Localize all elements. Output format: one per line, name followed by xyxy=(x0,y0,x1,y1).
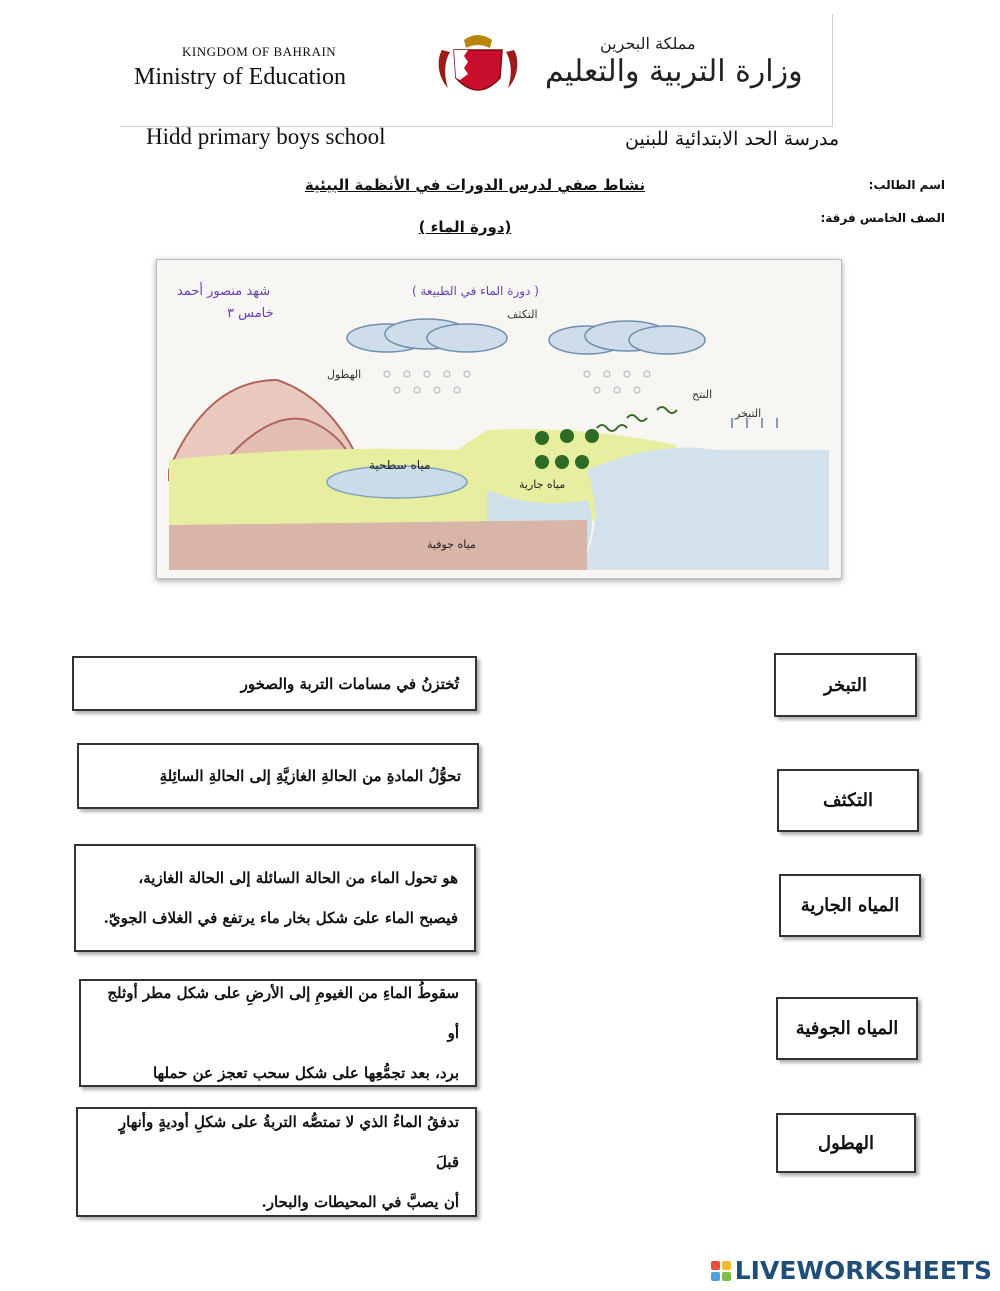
arabic-ministry-label: وزارة التربية والتعليم xyxy=(545,54,803,89)
drawing-class: خامس ٣ xyxy=(227,306,274,321)
label-running-water: مياه جارية xyxy=(519,478,566,491)
label-evaporation: التبخر xyxy=(735,407,762,420)
term-label: التبخر xyxy=(824,674,867,696)
definition-box-1[interactable] xyxy=(72,656,477,711)
definition-box-4[interactable] xyxy=(79,979,477,1087)
label-groundwater: مياه جوفية xyxy=(427,538,476,551)
label-surface-water: مياه سطحية xyxy=(369,458,431,472)
term-label: الهطول xyxy=(818,1132,874,1154)
definition-box-2[interactable] xyxy=(77,743,479,809)
student-name-label: اسم الطالب: xyxy=(868,178,945,192)
definition-text: تحوُّلُ المادةِ من الحالةِ الغازيَّةِ إلى الحالةِ السائِلةِ xyxy=(159,767,461,785)
ministry-label: Ministry of Education xyxy=(134,64,346,90)
term-label: المياه الجوفية xyxy=(795,1018,899,1039)
label-transpiration: النتح xyxy=(692,388,713,401)
water-cycle-drawing xyxy=(156,259,842,579)
term-box-condensation[interactable] xyxy=(777,769,919,832)
liveworksheets-logo[interactable] xyxy=(711,1256,992,1285)
definition-text-line1: سقوطُ الماءِ من الغيومِ إلى الأرضِ على شكل مطر أوثلج أو xyxy=(107,984,459,1042)
page-subtitle: (دورة الماء ) xyxy=(418,218,512,236)
bahrain-emblem-icon xyxy=(434,30,522,106)
school-name-en: Hidd primary boys school xyxy=(146,124,386,149)
kingdom-label: KINGDOM OF BAHRAIN xyxy=(182,44,337,59)
definition-text-line2: برد، بعد تجمُّعِها على شكل سحب تعجز عن حملها xyxy=(152,1064,459,1082)
page-title: نشاط صفي لدرس الدورات في الأنظمة البيئية xyxy=(304,176,646,194)
term-box-evaporation[interactable] xyxy=(774,653,917,717)
label-condensation: التكثف xyxy=(507,308,538,321)
brand-label: LIVEWORKSHEETS xyxy=(734,1256,992,1285)
definition-text: تُختزنُ في مسامات التربة والصخور xyxy=(240,674,459,693)
term-box-precipitation[interactable] xyxy=(776,1113,916,1173)
liveworksheets-logo-icon xyxy=(711,1261,731,1281)
definition-text-line1: هو تحول الماء من الحالة السائلة إلى الحالة الغازية، xyxy=(138,869,458,887)
drawing-student-name: شهد منصور أحمد xyxy=(177,284,271,299)
definition-text-line2: فيصبح الماء علىَ شكل بخار ماء يرتفع في الغلاف الجويّ. xyxy=(103,909,458,927)
definition-box-5[interactable] xyxy=(76,1107,477,1217)
definition-box-3[interactable] xyxy=(74,844,476,952)
term-label: المياه الجارية xyxy=(800,895,900,916)
grade-label: الصف الخامس فرقة: xyxy=(820,211,945,225)
arabic-kingdom-label: مملكة البحرين xyxy=(600,34,696,53)
definition-text-line1: تدفقُ الماءُ الذي لا تمتصُّه التربةُ على شكلِ أوديةٍ وأنهارٍ قبلَ xyxy=(118,1113,459,1171)
label-precipitation: الهطول xyxy=(327,368,362,381)
drawing-caption: ( دورة الماء في الطبيعة ) xyxy=(412,284,539,298)
term-box-running-water[interactable] xyxy=(779,874,921,937)
term-box-groundwater[interactable] xyxy=(776,997,918,1060)
term-label: التكثف xyxy=(823,790,873,811)
definition-text-line2: أن يصبَّ في المحيطات والبحار. xyxy=(261,1193,459,1211)
school-name-ar: مدرسة الحد الابتدائية للبنين xyxy=(625,128,840,150)
